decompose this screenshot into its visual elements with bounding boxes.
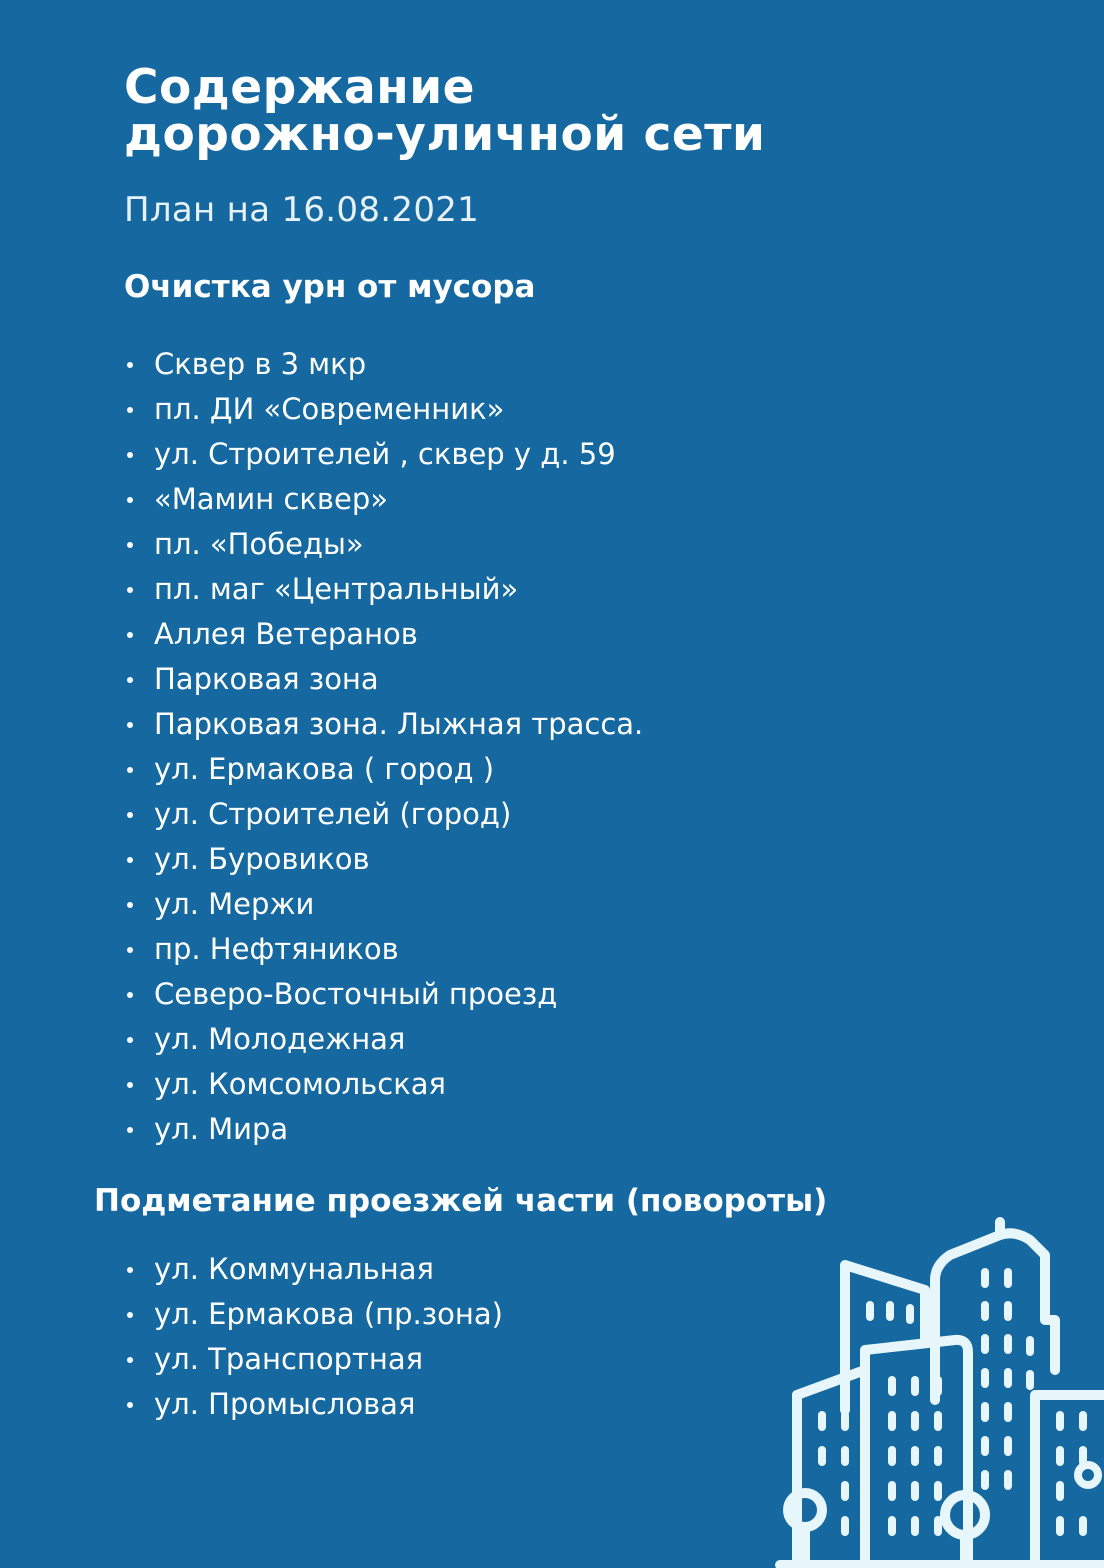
list-item-text: Парковая зона: [154, 662, 379, 696]
bullet-icon: [127, 1037, 133, 1043]
list-item-text: Парковая зона. Лыжная трасса.: [154, 707, 644, 741]
list-item: [124, 792, 643, 837]
list-item-text: «Мамин сквер»: [154, 482, 388, 516]
list-item: [124, 747, 643, 792]
list-item: [124, 342, 643, 387]
list-item-text: ул. Молодежная: [154, 1022, 406, 1056]
list-item: [124, 1382, 503, 1427]
list-item-text: ул. Транспортная: [154, 1342, 424, 1376]
list-item: [124, 927, 643, 972]
list-item: [124, 1292, 503, 1337]
list-item-text: Сквер в 3 мкр: [154, 347, 367, 381]
bullet-icon: [127, 452, 133, 458]
bullet-icon: [127, 362, 133, 368]
bullet-icon: [127, 947, 133, 953]
list-item: [124, 522, 643, 567]
bullet-icon: [127, 1402, 133, 1408]
bullet-icon: [127, 407, 133, 413]
plan-date-subtitle: План на 16.08.2021: [124, 190, 480, 230]
bullet-icon: [127, 1312, 133, 1318]
list-item-text: ул. Строителей (город): [154, 797, 512, 831]
bin-cleaning-list: [124, 342, 643, 1152]
section-heading-bin-cleaning: Очистка урн от мусора: [124, 269, 536, 305]
list-item: [124, 882, 643, 927]
bullet-icon: [127, 587, 133, 593]
page-title: [124, 60, 766, 162]
bullet-icon: [127, 767, 133, 773]
list-item-text: ул. Мира: [154, 1112, 289, 1146]
list-item-text: ул. Строителей , сквер у д. 59: [154, 437, 616, 471]
list-item-text: пл. ДИ «Современник»: [154, 392, 505, 426]
list-item: [124, 702, 643, 747]
list-item-text: пр. Нефтяников: [154, 932, 399, 966]
bullet-icon: [127, 992, 133, 998]
bullet-icon: [127, 722, 133, 728]
list-item-text: ул. Комсомольская: [154, 1067, 446, 1101]
list-item: [124, 1107, 643, 1152]
bullet-icon: [127, 542, 133, 548]
list-item: [124, 387, 643, 432]
bullet-icon: [127, 902, 133, 908]
section-heading-road-sweeping: Подметание проезжей части (повороты): [94, 1183, 828, 1219]
list-item: [124, 477, 643, 522]
bullet-icon: [127, 1357, 133, 1363]
bullet-icon: [127, 677, 133, 683]
list-item-text: ул. Буровиков: [154, 842, 370, 876]
bullet-icon: [127, 1267, 133, 1273]
list-item: [124, 612, 643, 657]
list-item-text: ул. Коммунальная: [154, 1252, 434, 1286]
list-item-text: Аллея Ветеранов: [154, 617, 418, 651]
bullet-icon: [127, 1127, 133, 1133]
bullet-icon: [127, 1082, 133, 1088]
page-title-line-2: дорожно-уличной сети: [124, 107, 766, 162]
list-item: [124, 432, 643, 477]
list-item: [124, 657, 643, 702]
bullet-icon: [127, 497, 133, 503]
list-item-text: пл. маг «Центральный»: [154, 572, 519, 606]
city-buildings-icon: [770, 1210, 1104, 1568]
list-item: [124, 837, 643, 882]
list-item: [124, 1017, 643, 1062]
bullet-icon: [127, 812, 133, 818]
bullet-icon: [127, 632, 133, 638]
list-item: [124, 567, 643, 612]
bullet-icon: [127, 857, 133, 863]
list-item-text: Северо-Восточный проезд: [154, 977, 558, 1011]
list-item-text: пл. «Победы»: [154, 527, 364, 561]
list-item: [124, 1337, 503, 1382]
list-item-text: ул. Ермакова ( город ): [154, 752, 495, 786]
list-item-text: ул. Промысловая: [154, 1387, 416, 1421]
page-title-line-1: Содержание: [124, 60, 476, 115]
road-sweeping-list: [124, 1247, 503, 1427]
list-item: [124, 1062, 643, 1107]
list-item: [124, 972, 643, 1017]
list-item-text: ул. Мержи: [154, 887, 315, 921]
list-item-text: ул. Ермакова (пр.зона): [154, 1297, 503, 1331]
list-item: [124, 1247, 503, 1292]
